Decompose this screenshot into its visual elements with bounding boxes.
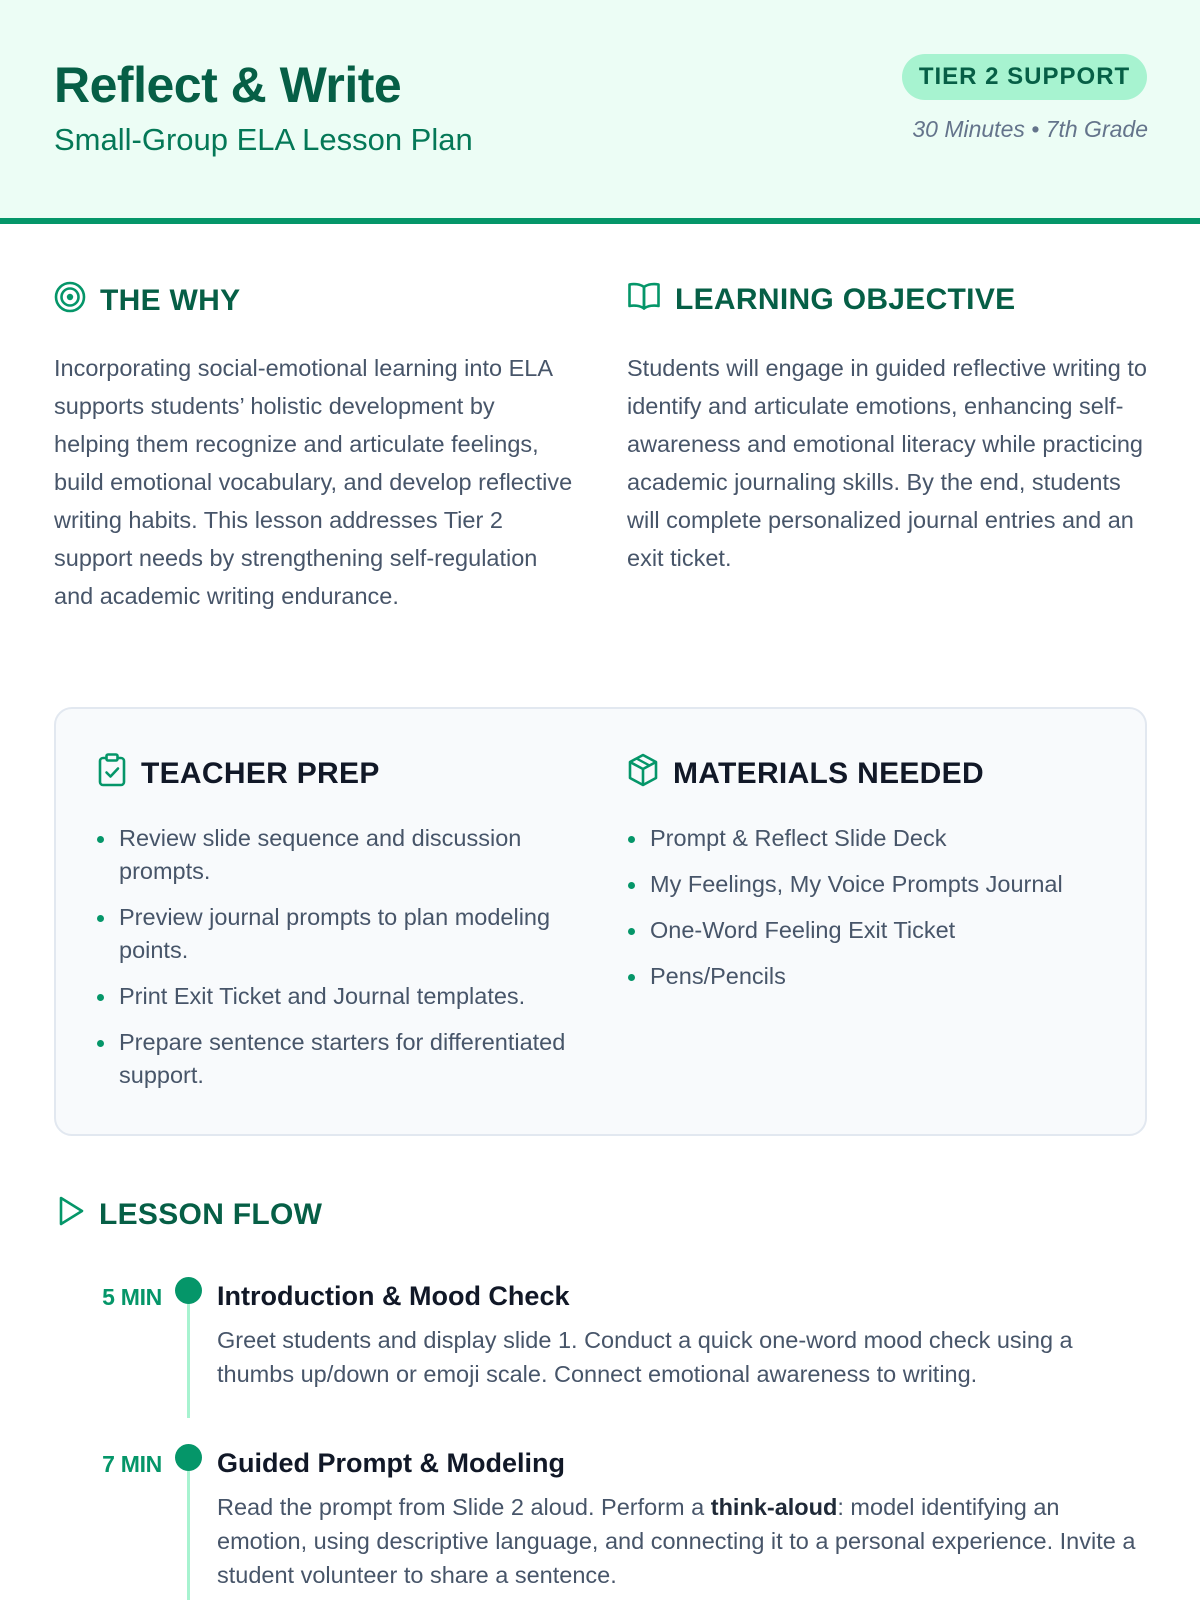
list-item: Prepare sentence starters for differentiated support. bbox=[96, 1026, 566, 1092]
step-description-text: Read the prompt from Slide 2 aloud. Perform a bbox=[217, 1494, 711, 1520]
package-box-icon bbox=[627, 753, 673, 795]
lesson-flow-heading-label: LESSON FLOW bbox=[99, 1198, 323, 1231]
materials-heading bbox=[627, 753, 984, 795]
timeline-dot bbox=[175, 1444, 202, 1471]
teacher-prep-heading-label: TEACHER PREP bbox=[141, 757, 380, 790]
think-aloud-emphasis: think-aloud bbox=[710, 1494, 838, 1520]
list-item: Print Exit Ticket and Journal templates. bbox=[96, 980, 566, 1013]
step-time: 7 MIN bbox=[102, 1451, 162, 1477]
list-item: Review slide sequence and discussion prompts. bbox=[96, 822, 566, 888]
step-description-text: : model identifying an emotion, using descriptive language, and connecting it to a personal experience. Invite a student volunteer to share a sentence. bbox=[217, 1494, 1136, 1588]
teacher-prep-heading bbox=[97, 753, 380, 795]
timeline-dot bbox=[175, 1277, 202, 1304]
step-description bbox=[217, 1490, 1137, 1592]
list-item: Prompt & Reflect Slide Deck bbox=[627, 822, 1127, 855]
why-heading-label: THE WHY bbox=[100, 284, 241, 317]
objective-heading-label: LEARNING OBJECTIVE bbox=[675, 283, 1016, 316]
page-subtitle: Small-Group ELA Lesson Plan bbox=[54, 122, 473, 157]
list-item: My Feelings, My Voice Prompts Journal bbox=[627, 868, 1127, 901]
open-book-icon bbox=[627, 281, 675, 319]
clipboard-check-icon bbox=[97, 753, 141, 795]
timeline-line bbox=[187, 1456, 190, 1600]
tier-badge: TIER 2 SUPPORT bbox=[902, 54, 1147, 100]
why-heading bbox=[54, 281, 240, 321]
play-icon bbox=[57, 1195, 99, 1235]
lesson-meta: 30 Minutes • 7th Grade bbox=[912, 116, 1148, 142]
step-description: Greet students and display slide 1. Conduct a quick one-word mood check using a thumbs up/down or emoji scale. Connect emotional awareness to writing. bbox=[217, 1327, 1073, 1387]
lesson-header bbox=[0, 0, 1200, 224]
list-item: Pens/Pencils bbox=[627, 960, 1127, 993]
step-title: Introduction & Mood Check bbox=[217, 1281, 570, 1311]
teacher-prep-list bbox=[96, 822, 566, 1105]
lesson-flow-heading bbox=[57, 1195, 322, 1235]
list-item: Preview journal prompts to plan modeling points. bbox=[96, 901, 566, 967]
objective-text: Students will engage in guided reflective writing to identify and articulate emotions, enhancing self-awareness and emotional literacy while practicing academic journaling skills. By the end, students will complete personalized journal entries and an exit ticket. bbox=[627, 355, 1147, 571]
objective-heading bbox=[627, 281, 1015, 319]
materials-list bbox=[627, 822, 1127, 1006]
materials-heading-label: MATERIALS NEEDED bbox=[673, 757, 984, 790]
timeline-line bbox=[187, 1290, 190, 1418]
why-text: Incorporating social-emotional learning into ELA supports students’ holistic development by helping them recognize and articulate feelings, build emotional vocabulary, and develop reflective writing habits. This lesson addresses Tier 2 support needs by strengthening self-regulation and academic writing endurance. bbox=[54, 355, 573, 609]
target-icon bbox=[54, 281, 100, 321]
step-time: 5 MIN bbox=[102, 1284, 162, 1310]
step-title: Guided Prompt & Modeling bbox=[217, 1448, 565, 1478]
page-title: Reflect & Write bbox=[54, 57, 402, 113]
list-item: One-Word Feeling Exit Ticket bbox=[627, 914, 1127, 947]
